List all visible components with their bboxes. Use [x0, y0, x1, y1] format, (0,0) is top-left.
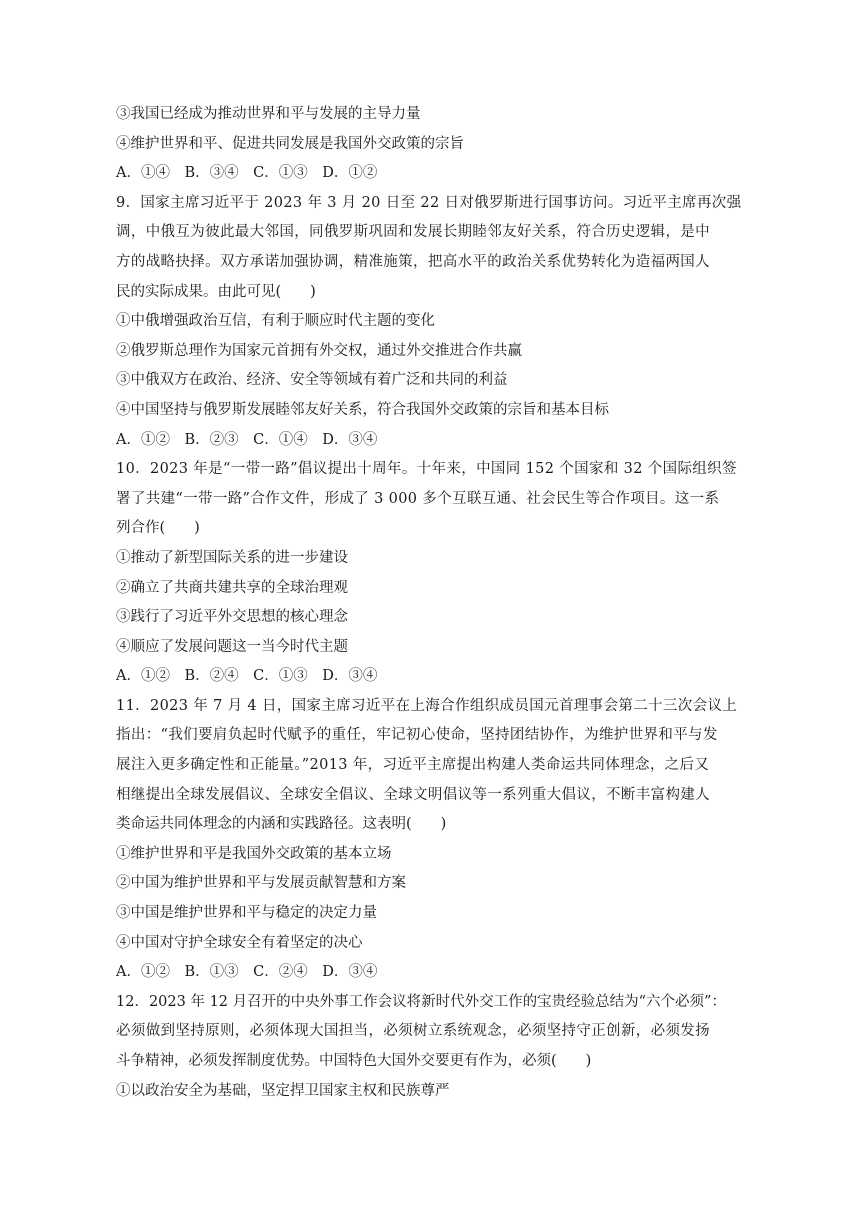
- q9-item-3: ③中俄双方在政治、经济、安全等领域有着广泛和共同的利益: [116, 372, 508, 389]
- q10-stem-line-3: 列合作( ): [116, 520, 200, 537]
- q8-item-4: ④维护世界和平、促进共同发展是我国外交政策的宗旨: [116, 135, 464, 152]
- q12-stem-line-1: 12．2023 年 12 月召开的中央外事工作会议将新时代外交工作的宝贵经验总结为“六个必须”：: [116, 993, 726, 1010]
- q11-item-4: ④中国对守护全球安全有着坚定的决心: [116, 934, 363, 951]
- q11-stem-line-5: 类命运共同体理念的内涵和实践路径。这表明( ): [116, 816, 447, 833]
- q10-item-2: ②确立了共商共建共享的全球治理观: [116, 579, 348, 596]
- q11-stem-line-3: 展注入更多确定性和正能量。”2013 年，习近平主席提出构建人类命运共同体理念，之后又: [116, 757, 710, 774]
- q10-item-4: ④顺应了发展问题这一当今时代主题: [116, 638, 348, 655]
- question-10: [116, 455, 770, 692]
- q11-stem-line-4: 相继提出全球发展倡议、全球安全倡议、全球文明倡议等一系列重大倡议，不断丰富构建人: [116, 786, 710, 803]
- q9-item-4: ④中国坚持与俄罗斯发展睦邻友好关系，符合我国外交政策的宗旨和基本目标: [116, 401, 609, 418]
- q9-item-2: ②俄罗斯总理作为国家元首拥有外交权，通过外交推进合作共赢: [116, 342, 522, 359]
- q9-options: A．①② B．②③ C．①④ D．③④: [116, 431, 378, 448]
- q10-options: A．①② B．②④ C．①③ D．③④: [116, 668, 378, 685]
- q9-item-1: ①中俄增强政治互信，有利于顺应时代主题的变化: [116, 313, 435, 330]
- q11-item-1: ①维护世界和平是我国外交政策的基本立场: [116, 845, 392, 862]
- q9-stem-line-1: 9．国家主席习近平于 2023 年 3 月 20 日至 22 日对俄罗斯进行国事访问。习近平主席再次强: [116, 194, 742, 211]
- q11-stem-line-2: 指出：“我们要肩负起时代赋予的重任，牢记初心使命，坚持团结协作，为维护世界和平与发: [116, 727, 718, 744]
- q10-stem-line-2: 署了共建“一带一路”合作文件，形成了 3 000 多个互联互通、社会民生等合作项目。这一系: [116, 490, 720, 507]
- question-11: [116, 692, 770, 988]
- q10-item-3: ③践行了习近平外交思想的核心理念: [116, 609, 348, 626]
- question-9: [116, 189, 770, 455]
- q11-item-3: ③中国是维护世界和平与稳定的决定力量: [116, 905, 377, 922]
- q11-stem-line-1: 11．2023 年 7 月 4 日，国家主席习近平在上海合作组织成员国元首理事会第二十三次会议上: [116, 697, 738, 714]
- q9-stem-line-4: 民的实际成果。由此可见( ): [116, 283, 316, 300]
- question-12: [116, 988, 770, 1106]
- q12-stem-line-2: 必须做到坚持原则，必须体现大国担当，必须树立系统观念，必须坚持守正创新，必须发扬: [116, 1023, 710, 1040]
- q8-options: A．①④ B．③④ C．①③ D．①②: [116, 165, 378, 182]
- q11-options: A．①② B．①③ C．②④ D．③④: [116, 964, 378, 981]
- q10-stem-line-1: 10．2023 年是“一带一路”倡议提出十周年。十年来，中国同 152 个国家和 32 个国际组织签: [116, 461, 737, 478]
- q8-item-3: ③我国已经成为推动世界和平与发展的主导力量: [116, 106, 421, 122]
- q9-stem-line-3: 方的战略抉择。双方承诺加强协调，精准施策，把高水平的政治关系优势转化为造福两国人: [116, 253, 710, 270]
- q9-stem-line-2: 调，中俄互为彼此最大邻国，同俄罗斯巩固和发展长期睦邻友好关系，符合历史逻辑，是中: [116, 224, 710, 241]
- q11-item-2: ②中国为维护世界和平与发展贡献智慧和方案: [116, 875, 406, 892]
- question-8: [116, 100, 770, 189]
- q12-stem-line-3: 斗争精神，必须发挥制度优势。中国特色大国外交要更有作为，必须( ): [116, 1053, 592, 1069]
- q12-item-1: ①以政治安全为基础，坚定捍卫国家主权和民族尊严: [116, 1082, 450, 1099]
- q10-item-1: ①推动了新型国际关系的进一步建设: [116, 549, 348, 566]
